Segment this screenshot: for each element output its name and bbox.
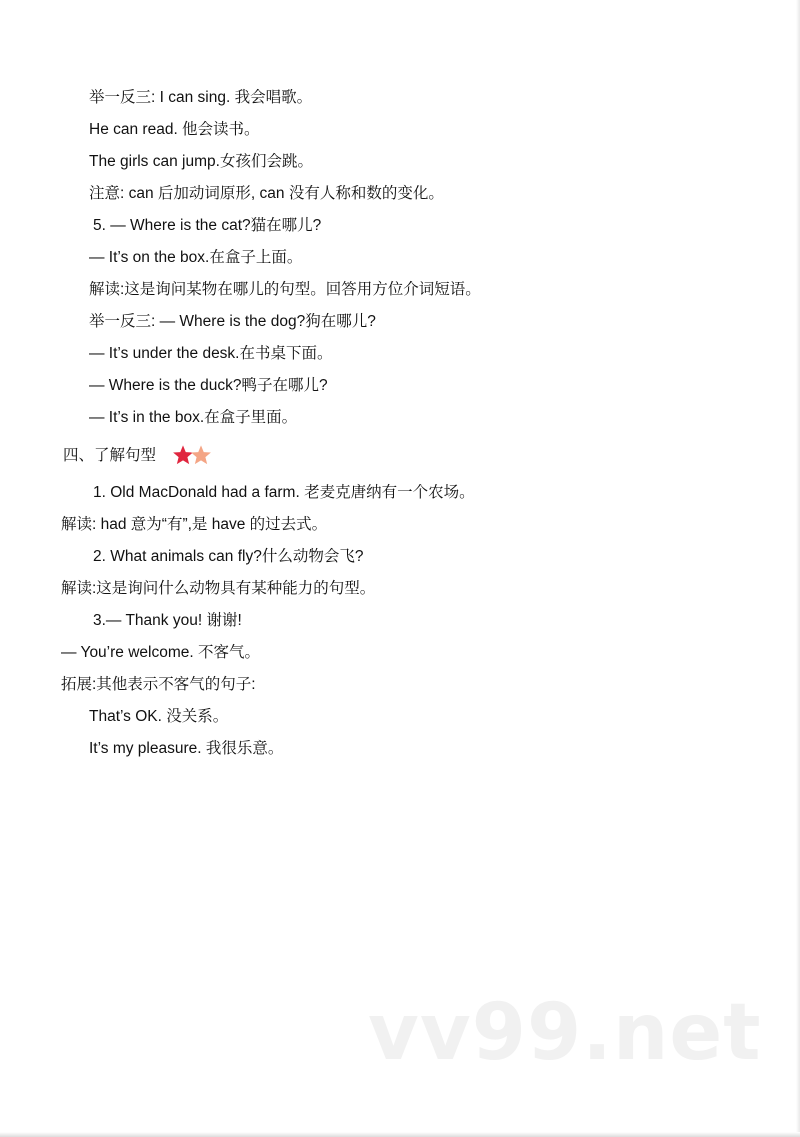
text-line: 解读:这是询问什么动物具有某种能力的句型。 [61, 580, 376, 597]
section-heading [63, 444, 212, 466]
page-edge-right [796, 0, 800, 1137]
text-line: 5. — Where is the cat?猫在哪儿? [93, 217, 322, 234]
text-line: 1. Old MacDonald had a farm. 老麦克唐纳有一个农场。 [93, 484, 475, 501]
text-line: 举一反三: — Where is the dog?狗在哪儿? [89, 313, 376, 330]
text-line: 解读: had 意为“有”,是 have 的过去式。 [61, 516, 328, 533]
text-line: He can read. 他会读书。 [89, 121, 260, 138]
text-line: 注意: can 后加动词原形, can 没有人称和数的变化。 [89, 185, 444, 202]
star-partial-icon [190, 444, 212, 466]
text-line: 3.— Thank you! 谢谢! [93, 612, 242, 629]
text-line: — You’re welcome. 不客气。 [61, 644, 260, 661]
text-line: — It’s on the box.在盒子上面。 [89, 249, 303, 266]
text-line: 拓展:其他表示不客气的句子: [61, 676, 256, 693]
text-line: The girls can jump.女孩们会跳。 [89, 153, 313, 170]
text-line: 2. What animals can fly?什么动物会飞? [93, 548, 364, 565]
watermark: vv99.net [368, 988, 762, 1078]
text-line: 解读:这是询问某物在哪儿的句型。回答用方位介词短语。 [89, 281, 481, 298]
star-rating [172, 444, 212, 466]
text-line: — It’s in the box.在盒子里面。 [89, 409, 298, 426]
text-line: 举一反三: I can sing. 我会唱歌。 [89, 89, 313, 106]
section-title: 四、了解句型 [63, 446, 157, 464]
text-line: — Where is the duck?鸭子在哪儿? [89, 377, 328, 394]
text-line: — It’s under the desk.在书桌下面。 [89, 345, 333, 362]
text-line: That’s OK. 没关系。 [89, 708, 229, 725]
page-edge-bottom [0, 1132, 800, 1137]
text-line: It’s my pleasure. 我很乐意。 [89, 740, 284, 757]
